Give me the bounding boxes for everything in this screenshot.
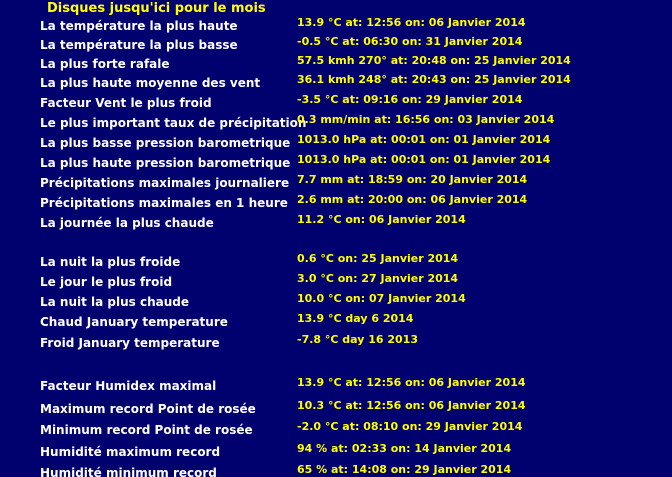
record-value: 10.3 °C at: 12:56 on: 06 Janvier 2014 (297, 399, 526, 412)
record-label: Précipitations maximales journaliere (40, 176, 290, 190)
record-row-max-humidity (0, 442, 672, 458)
record-value: 94 % at: 02:33 on: 14 Janvier 2014 (297, 442, 512, 455)
record-row-coldest-night (0, 252, 672, 268)
record-label: La température la plus haute (40, 19, 238, 33)
record-row-max-humidex (0, 376, 672, 392)
record-value: 57.5 kmh 270° at: 20:48 on: 25 Janvier 2014 (297, 54, 571, 67)
record-label: Froid January temperature (40, 336, 220, 350)
record-row-max-daily-rain (0, 173, 672, 189)
record-row-min-dew-point (0, 420, 672, 436)
record-label: Humidité maximum record (40, 445, 221, 459)
record-value: -0.5 °C at: 06:30 on: 31 Janvier 2014 (297, 35, 523, 48)
record-label: La nuit la plus froide (40, 255, 181, 269)
record-row-highest-rain-rate (0, 113, 672, 129)
record-value: -7.8 °C day 16 2013 (297, 333, 418, 346)
record-row-strongest-gust (0, 54, 672, 70)
record-row-warm-january (0, 312, 672, 328)
record-value: 36.1 kmh 248° at: 20:43 on: 25 Janvier 2014 (297, 73, 571, 86)
record-row-lowest-pressure (0, 133, 672, 149)
record-value: 65 % at: 14:08 on: 29 Janvier 2014 (297, 463, 512, 476)
record-row-highest-pressure (0, 153, 672, 169)
record-label: Facteur Humidex maximal (40, 379, 217, 393)
record-label: La plus forte rafale (40, 57, 170, 71)
record-value: 13.9 °C at: 12:56 on: 06 Janvier 2014 (297, 16, 526, 29)
record-label: Chaud January temperature (40, 315, 228, 329)
record-label: Le jour le plus froid (40, 275, 173, 289)
record-label: La nuit la plus chaude (40, 295, 190, 309)
record-value: 11.2 °C on: 06 Janvier 2014 (297, 213, 466, 226)
record-row-min-humidity (0, 463, 672, 477)
record-row-max-dew-point (0, 399, 672, 415)
record-label: La température la plus basse (40, 38, 238, 52)
record-value: 2.6 mm at: 20:00 on: 06 Janvier 2014 (297, 193, 528, 206)
record-value: 0.3 mm/min at: 16:56 on: 03 Janvier 2014 (297, 113, 555, 126)
record-label: Maximum record Point de rosée (40, 402, 256, 416)
record-value: 7.7 mm at: 18:59 on: 20 Janvier 2014 (297, 173, 528, 186)
record-row-highest-average-wind (0, 73, 672, 89)
record-row-lowest-temperature (0, 35, 672, 51)
record-label: Le plus important taux de précipitation (40, 116, 307, 130)
record-value: 13.9 °C at: 12:56 on: 06 Janvier 2014 (297, 376, 526, 389)
record-row-cold-january (0, 333, 672, 349)
record-label: Précipitations maximales en 1 heure (40, 196, 288, 210)
record-value: 0.6 °C on: 25 Janvier 2014 (297, 252, 459, 265)
record-row-highest-temperature (0, 16, 672, 32)
record-label: La plus basse pression barometrique (40, 136, 291, 150)
record-label: Minimum record Point de rosée (40, 423, 253, 437)
record-label: Facteur Vent le plus froid (40, 96, 212, 110)
record-label: La journée la plus chaude (40, 216, 214, 230)
record-value: 13.9 °C day 6 2014 (297, 312, 414, 325)
record-row-warmest-night (0, 292, 672, 308)
record-value: -3.5 °C at: 09:16 on: 29 Janvier 2014 (297, 93, 523, 106)
record-label: Humidité minimum record (40, 466, 217, 477)
record-row-warmest-day (0, 213, 672, 229)
record-label: La plus haute moyenne des vent (40, 76, 261, 90)
record-row-coldest-wind-chill (0, 93, 672, 109)
record-value: 3.0 °C on: 27 Janvier 2014 (297, 272, 459, 285)
record-value: 10.0 °C on: 07 Janvier 2014 (297, 292, 466, 305)
record-value: 1013.0 hPa at: 00:01 on: 01 Janvier 2014 (297, 153, 551, 166)
record-row-coldest-day (0, 272, 672, 288)
record-label: La plus haute pression barometrique (40, 156, 291, 170)
page-title: Disques jusqu'ici pour le mois (47, 1, 266, 16)
record-value: -2.0 °C at: 08:10 on: 29 Janvier 2014 (297, 420, 523, 433)
record-row-max-hourly-rain (0, 193, 672, 209)
record-value: 1013.0 hPa at: 00:01 on: 01 Janvier 2014 (297, 133, 551, 146)
